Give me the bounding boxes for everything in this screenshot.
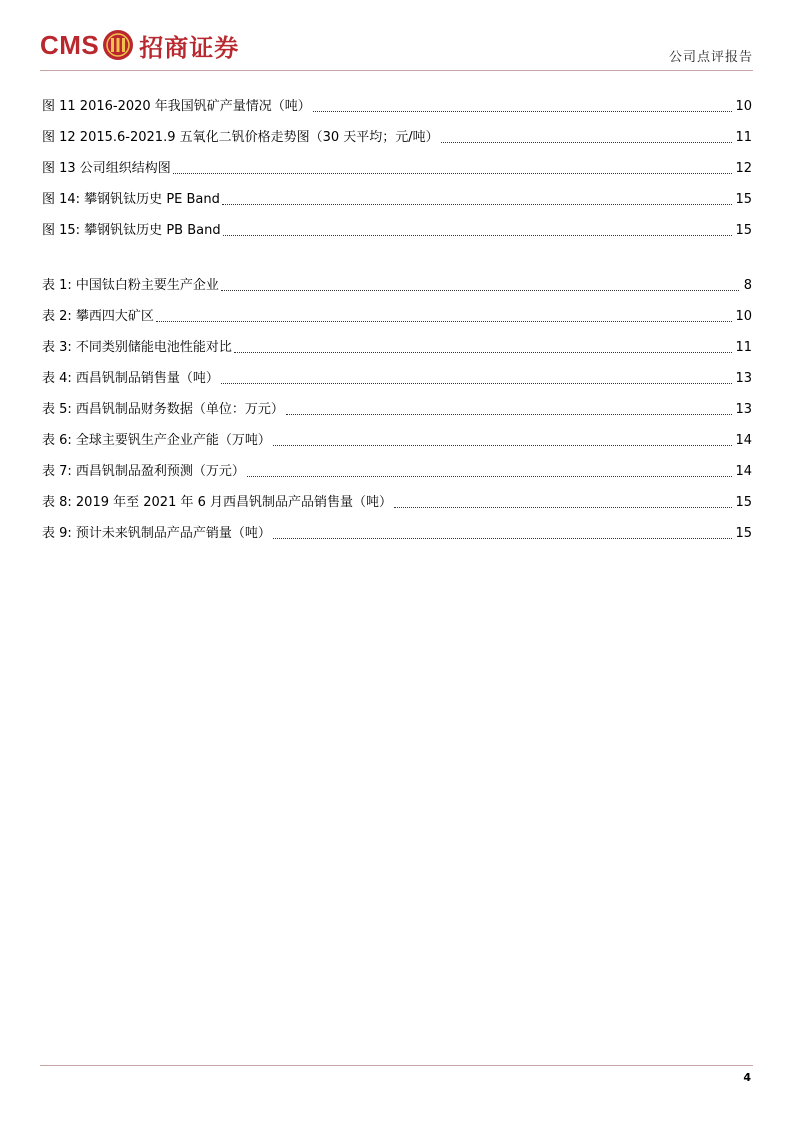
toc-leader-dots [234, 351, 733, 353]
toc-entry-figure-11[interactable] [42, 84, 752, 115]
toc-entry-table-2[interactable] [42, 294, 752, 325]
toc-leader-dots [273, 537, 733, 539]
logo-chinese-text: 招商证券 [139, 33, 240, 62]
toc-entry-label: 表 5: 西昌钒制品财务数据（单位：万元） [42, 402, 284, 417]
toc-leader-dots [313, 110, 733, 112]
toc-entry-page: 10 [735, 99, 752, 114]
toc-entry-page: 14 [735, 433, 752, 448]
toc-entry-page: 15 [735, 223, 752, 238]
toc-leader-dots [156, 320, 733, 322]
toc-entry-figure-12[interactable] [42, 115, 752, 146]
toc-entry-page: 15 [735, 526, 752, 541]
toc-entry-label: 表 8: 2019 年至 2021 年 6 月西昌钒制品产品销售量（吨） [42, 495, 393, 510]
toc-entry-page: 13 [735, 371, 752, 386]
cms-emblem-icon [101, 28, 135, 62]
toc-entry-table-7[interactable] [42, 449, 752, 480]
toc-entry-page: 11 [735, 340, 752, 355]
toc-entry-label: 表 2: 攀西四大矿区 [42, 309, 154, 324]
toc-entry-page: 10 [735, 309, 752, 324]
toc-entry-label: 表 6: 全球主要钒生产企业产能（万吨） [42, 433, 271, 448]
toc-leader-dots [394, 506, 732, 508]
toc-entry-page: 15 [735, 495, 752, 510]
toc-entry-label: 图 14: 攀钢钒钛历史 PE Band [42, 192, 220, 207]
toc-entry-page: 12 [735, 161, 752, 176]
figure-list [42, 84, 752, 239]
toc-leader-dots [222, 203, 733, 205]
toc-entry-table-9[interactable] [42, 511, 752, 542]
toc-leader-dots [173, 172, 733, 174]
toc-leader-dots [221, 382, 733, 384]
toc-leader-dots [247, 475, 733, 477]
toc-entry-label: 图 15: 攀钢钒钛历史 PB Band [42, 223, 221, 238]
page-number: 4 [743, 1071, 751, 1084]
toc-entry-page: 8 [743, 278, 752, 293]
toc-entry-table-6[interactable] [42, 418, 752, 449]
toc-entry-table-5[interactable] [42, 387, 752, 418]
toc-leader-dots [286, 413, 733, 415]
footer-divider [40, 1065, 753, 1066]
toc-entry-page: 13 [735, 402, 752, 417]
toc-entry-label: 图 13 公司组织结构图 [42, 161, 171, 176]
toc-entry-figure-15[interactable] [42, 208, 752, 239]
toc-entry-label: 图 11 2016-2020 年我国钒矿产量情况（吨） [42, 99, 311, 114]
toc-leader-dots [221, 289, 739, 291]
toc-entry-label: 表 7: 西昌钒制品盈利预测（万元） [42, 464, 245, 479]
toc-entry-label: 表 9: 预计未来钒制品产品产销量（吨） [42, 526, 271, 541]
toc-entry-label: 表 1: 中国钛白粉主要生产企业 [42, 278, 219, 293]
report-type-label: 公司点评报告 [668, 50, 753, 65]
toc-entry-table-8[interactable] [42, 480, 752, 511]
toc-entry-page: 11 [735, 130, 752, 145]
cms-logo [40, 28, 239, 62]
toc-entry-label: 图 12 2015.6-2021.9 五氧化二钒价格走势图（30 天平均；元/吨） [42, 130, 439, 145]
toc-leader-dots [273, 444, 733, 446]
toc-entry-label: 表 3: 不同类别储能电池性能对比 [42, 340, 232, 355]
toc-entry-label: 表 4: 西昌钒制品销售量（吨） [42, 371, 219, 386]
toc-entry-figure-14[interactable] [42, 177, 752, 208]
logo-latin-text: CMS [40, 29, 100, 60]
toc-entry-page: 15 [735, 192, 752, 207]
table-list [42, 263, 752, 542]
toc-entry-page: 14 [735, 464, 752, 479]
toc-leader-dots [441, 141, 733, 143]
page-header [40, 24, 753, 70]
toc-entry-table-4[interactable] [42, 356, 752, 387]
toc-entry-figure-13[interactable] [42, 146, 752, 177]
toc-leader-dots [223, 234, 733, 236]
header-divider [40, 70, 753, 71]
toc-entry-table-1[interactable] [42, 263, 752, 294]
toc-entry-table-3[interactable] [42, 325, 752, 356]
